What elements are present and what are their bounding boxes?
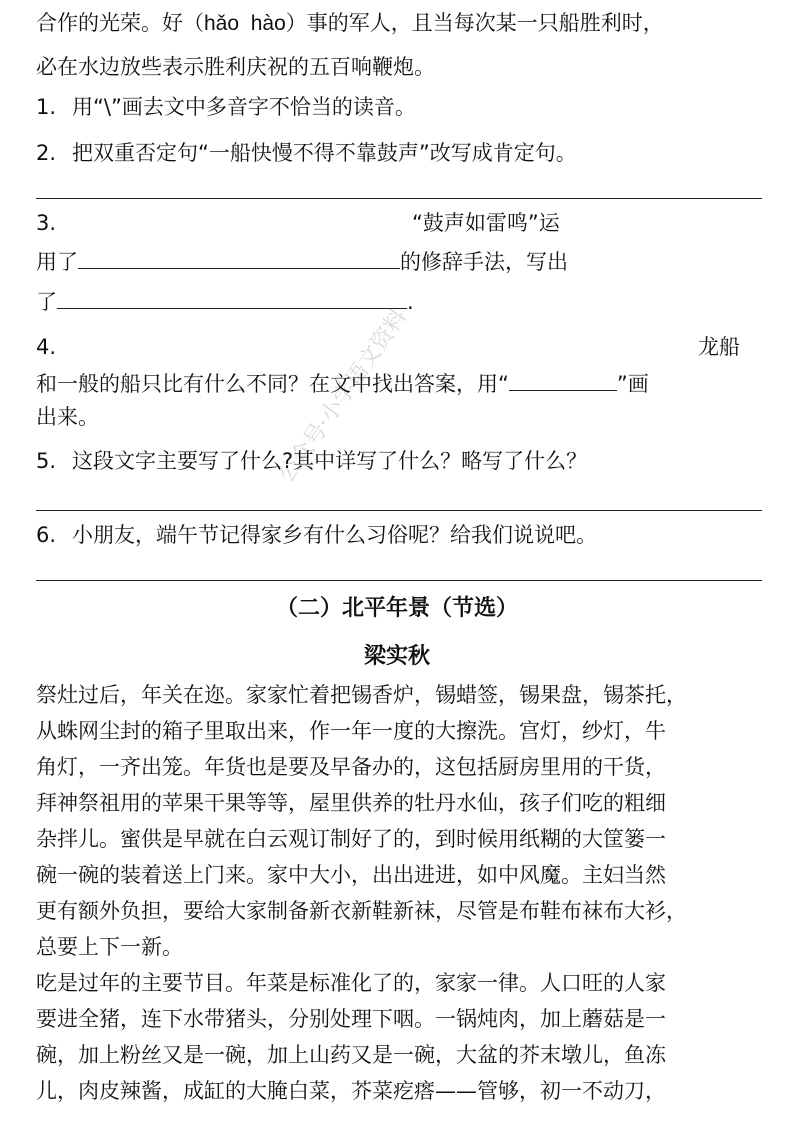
passage-line: 要进全猪，连下水带猪头，分别处理下咽。一锅炖肉，加上蘑菇是一 bbox=[36, 1007, 666, 1031]
question-text: 用“\”画去文中多音字不恰当的读音。 bbox=[72, 95, 416, 119]
pinyin: hǎo hào bbox=[204, 12, 286, 35]
question-text: 这段文字主要写了什么?其中详写了什么？略写了什么？ bbox=[72, 449, 588, 473]
passage-line: 杂拌儿。蜜供是早就在白云观订制好了的，到时候用纸糊的大筐篓一 bbox=[36, 827, 666, 851]
question-number: 2. bbox=[36, 141, 57, 165]
question-text: ”画 bbox=[616, 372, 649, 396]
underline-sample bbox=[509, 368, 617, 391]
passage-line: 拜神祭祖用的苹果干果等等，屋里供养的牡丹水仙，孩子们吃的粗细 bbox=[36, 791, 666, 815]
passage-line: 更有额外负担，要给大家制备新衣新鞋新袜，尽管是布鞋布袜布大衫， bbox=[36, 899, 687, 923]
question-text: 把双重否定句“一船快慢不得不靠鼓声”改写成肯定句。 bbox=[72, 141, 577, 165]
fill-blank-rhetoric[interactable] bbox=[78, 246, 400, 269]
answer-line-5[interactable] bbox=[36, 510, 762, 511]
passage-line: 总要上下一新。 bbox=[36, 935, 183, 959]
question-6 bbox=[36, 520, 597, 550]
section-title: （二）北平年景（节选） bbox=[275, 596, 518, 621]
passage-line: 角灯，一齐出笼。年货也是要及早备办的，这包括厨房里用的干货， bbox=[36, 755, 666, 779]
question-text: . bbox=[407, 290, 414, 314]
intro-text: ）事的军人，且当每次某一只船胜利时， bbox=[285, 11, 664, 35]
intro-line-2: 必在水边放些表示胜利庆祝的五百响鞭炮。 bbox=[36, 55, 435, 79]
passage-line: 从蛛网尘封的箱子里取出来，作一年一度的大擦洗。宫灯，纱灯，牛 bbox=[36, 719, 666, 743]
question-4-number: 4. bbox=[36, 335, 57, 359]
question-1 bbox=[36, 92, 416, 122]
question-3-text: “鼓声如雷鸣”运 bbox=[412, 211, 560, 235]
passage-line: 碗，加上粉丝又是一碗，加上山药又是一碗，大盆的芥末墩儿，鱼冻 bbox=[36, 1043, 666, 1067]
question-4-text: 龙船 bbox=[698, 335, 740, 359]
passage-line: 儿，肉皮辣酱，成缸的大腌白菜，芥菜疙瘩——管够，初一不动刀， bbox=[36, 1079, 666, 1103]
answer-line-2[interactable] bbox=[36, 198, 762, 199]
intro-text: 合作的光荣。好（ bbox=[36, 11, 204, 35]
question-text: 和一般的船只比有什么不同？在文中找出答案，用“ bbox=[36, 372, 509, 396]
passage-line: 吃是过年的主要节目。年菜是标准化了的，家家一律。人口旺的人家 bbox=[36, 971, 666, 995]
question-text: 了 bbox=[36, 290, 57, 314]
question-3-number: 3. bbox=[36, 211, 57, 235]
intro-line-1 bbox=[36, 8, 664, 39]
watermark: 公众号·小学语文资料 bbox=[274, 304, 413, 488]
question-text: 的修辞手法，写出 bbox=[400, 250, 568, 274]
section-author: 梁实秋 bbox=[363, 644, 430, 669]
question-2 bbox=[36, 138, 577, 168]
question-text: 用了 bbox=[36, 250, 78, 274]
passage-line: 碗一碗的装着送上门来。家中大小，出出进进，如中风魔。主妇当然 bbox=[36, 863, 666, 887]
question-text: 小朋友，端午节记得家乡有什么习俗呢？给我们说说吧。 bbox=[72, 523, 597, 547]
question-number: 6. bbox=[36, 523, 57, 547]
fill-blank-effect[interactable] bbox=[57, 286, 407, 309]
question-3-line-3 bbox=[36, 286, 414, 317]
question-number: 1. bbox=[36, 95, 57, 119]
question-4-line-3: 出来。 bbox=[36, 405, 99, 429]
question-4-line-2 bbox=[36, 368, 649, 399]
question-3-line-2 bbox=[36, 246, 568, 277]
question-5 bbox=[36, 446, 587, 476]
passage-line: 祭灶过后，年关在迩。家家忙着把锡香炉，锡蜡签，锡果盘，锡茶托， bbox=[36, 683, 687, 707]
question-number: 5. bbox=[36, 449, 57, 473]
answer-line-6[interactable] bbox=[36, 580, 762, 581]
